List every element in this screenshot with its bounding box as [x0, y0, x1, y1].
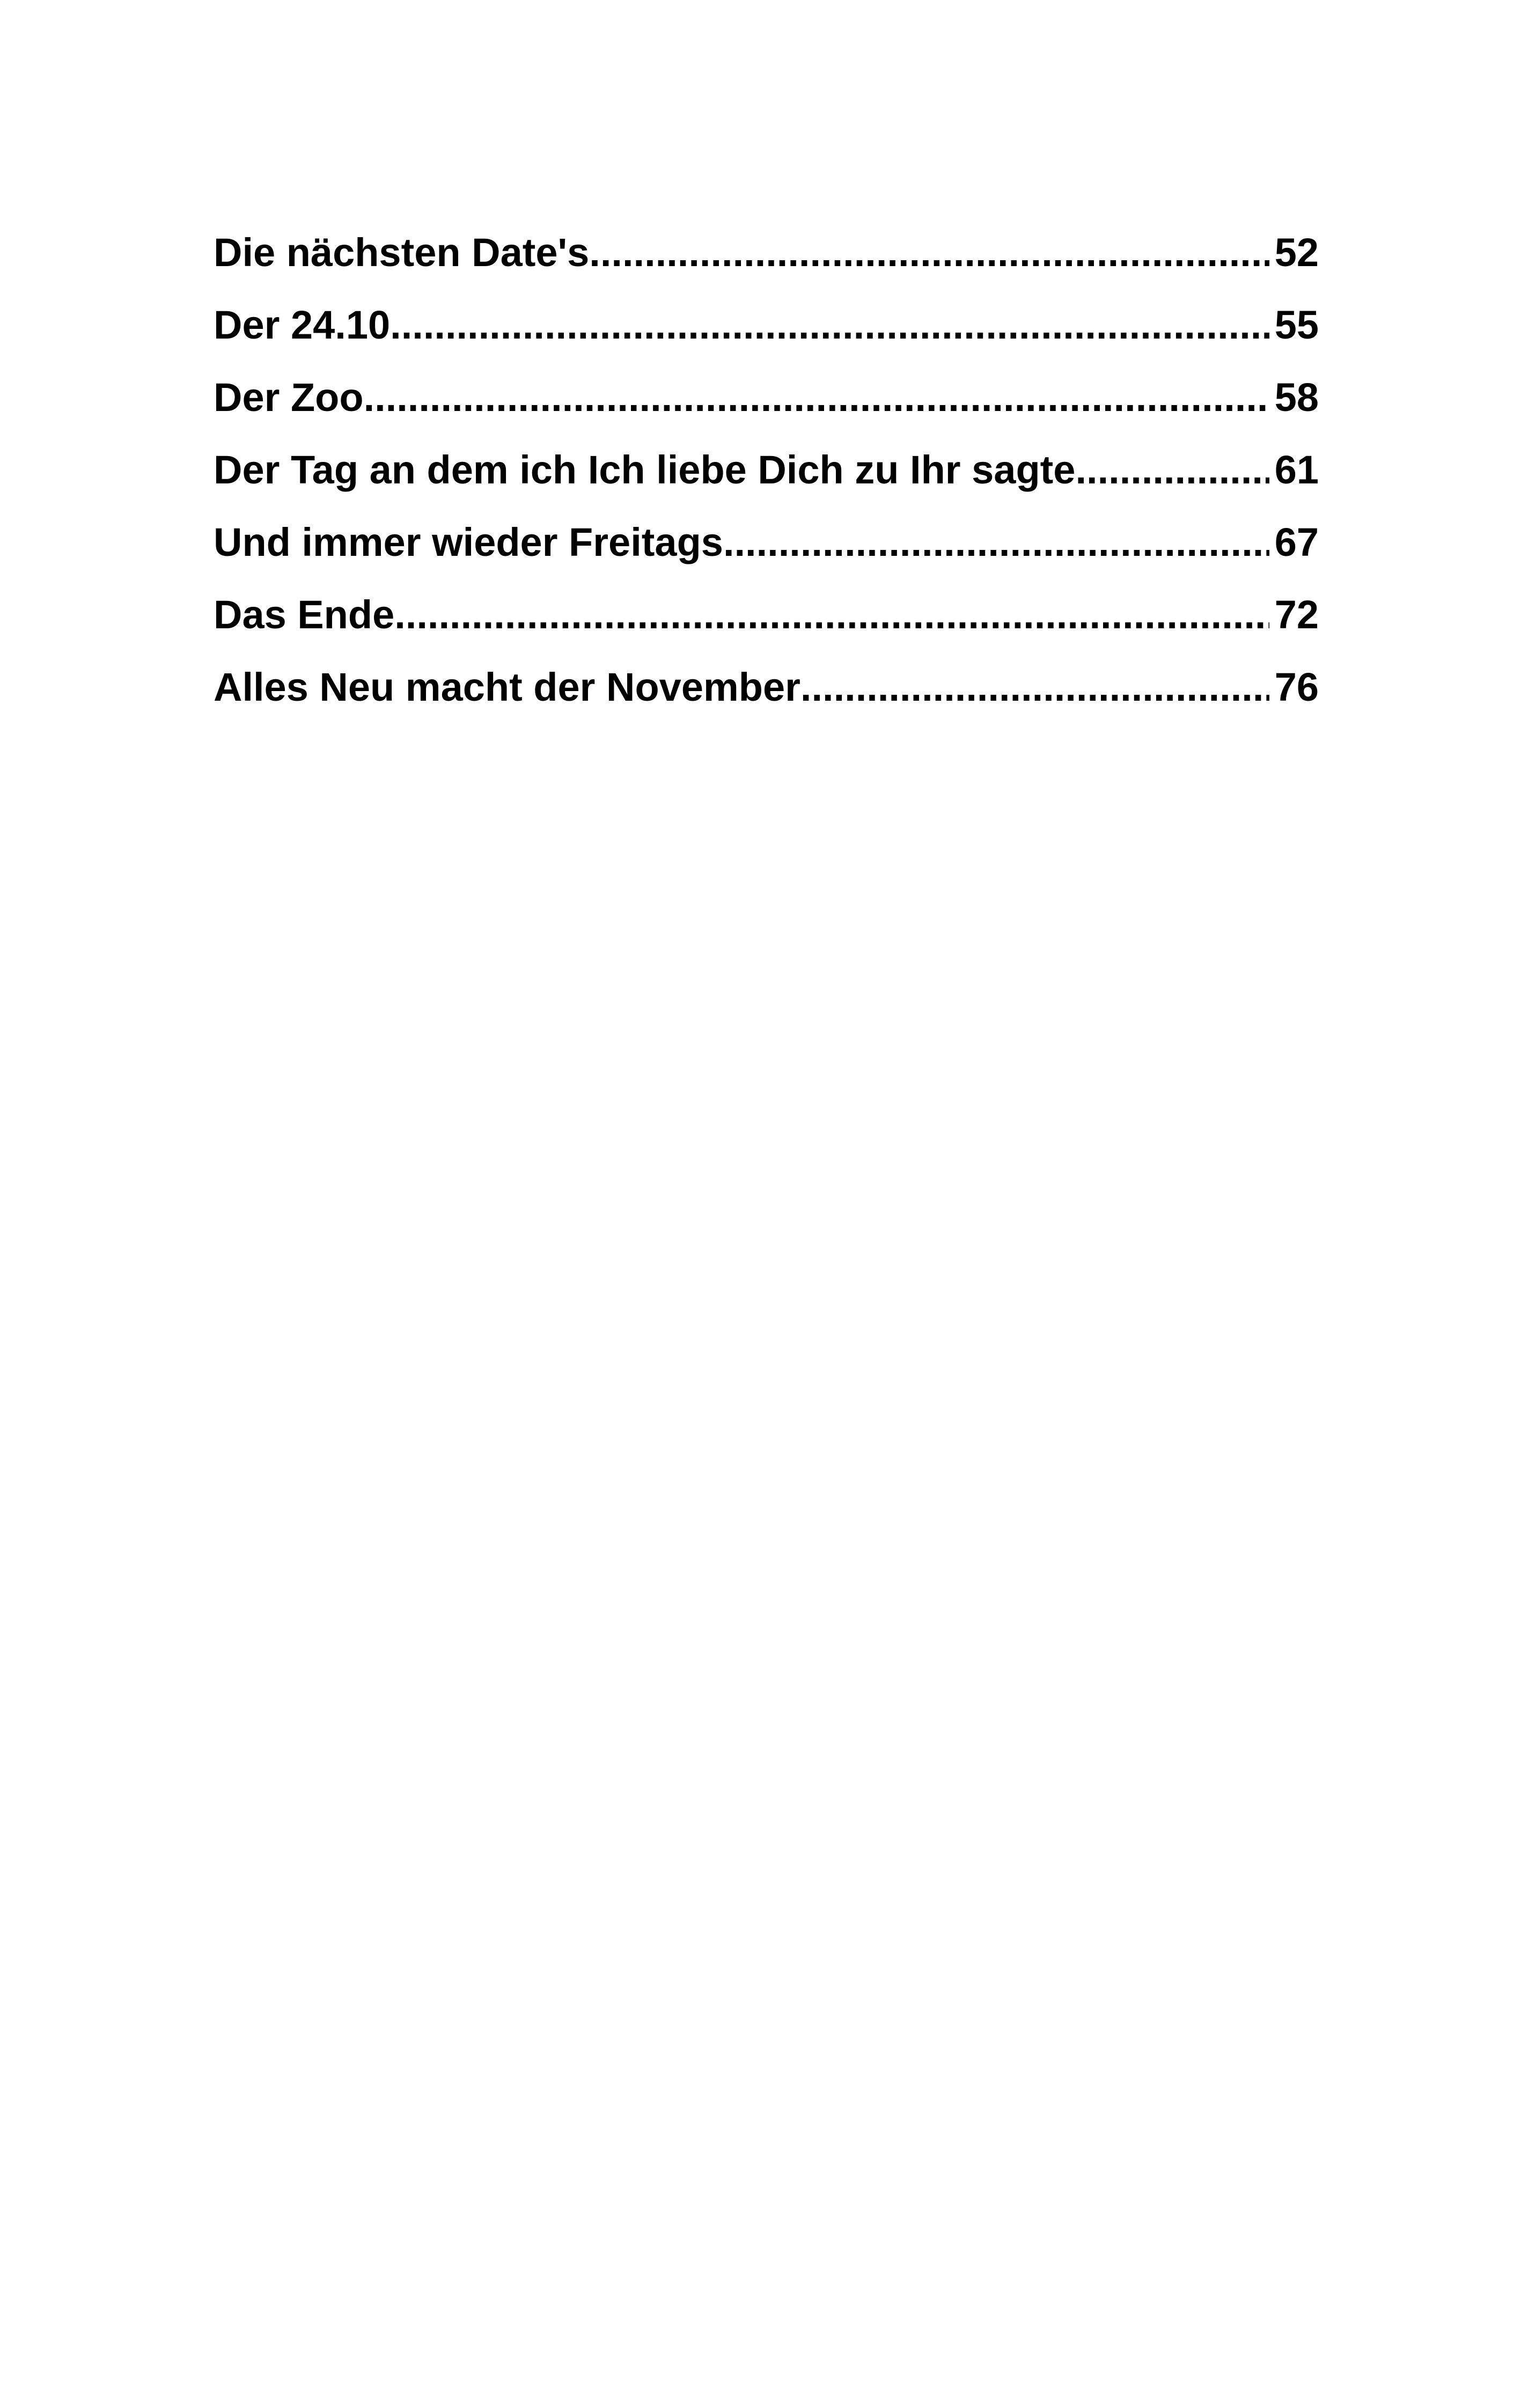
toc-dot-leader [390, 300, 1269, 350]
toc-dot-leader [589, 227, 1269, 278]
toc-entry-title: Die nächsten Date's [214, 230, 590, 275]
table-of-contents [214, 227, 1319, 735]
toc-entry-title: Der Tag an dem ich Ich liebe Dich zu Ihr sagte [214, 447, 1076, 492]
toc-entry-title: Der 24.10 [214, 303, 391, 347]
toc-entry[interactable] [214, 372, 1319, 445]
toc-dot-leader [723, 517, 1269, 568]
toc-entry[interactable] [214, 445, 1319, 517]
toc-entry-title: Alles Neu macht der November [214, 665, 800, 709]
toc-entry-page: 72 [1274, 592, 1319, 637]
toc-entry-page: 55 [1274, 303, 1319, 347]
toc-entry[interactable] [214, 517, 1319, 590]
toc-entry-page: 76 [1274, 665, 1319, 709]
toc-dot-leader [1075, 445, 1269, 495]
toc-entry-title: Und immer wieder Freitags [214, 520, 723, 564]
toc-entry-page: 61 [1274, 447, 1319, 492]
toc-entry-page: 58 [1274, 375, 1319, 420]
toc-entry[interactable] [214, 227, 1319, 300]
toc-entry-page: 67 [1274, 520, 1319, 564]
toc-entry[interactable] [214, 662, 1319, 735]
toc-entry[interactable] [214, 590, 1319, 662]
toc-entry[interactable] [214, 300, 1319, 372]
toc-dot-leader [800, 662, 1269, 713]
toc-dot-leader [364, 372, 1269, 423]
toc-entry-title: Das Ende [214, 592, 395, 637]
toc-entry-page: 52 [1274, 230, 1319, 275]
toc-dot-leader [394, 590, 1269, 640]
toc-entry-title: Der Zoo [214, 375, 364, 420]
